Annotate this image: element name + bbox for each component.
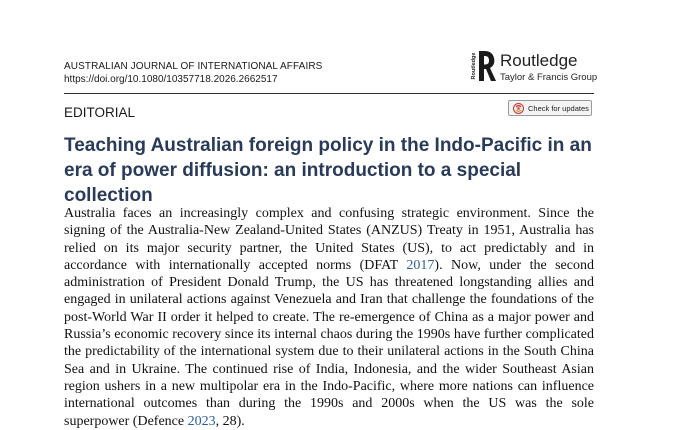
publisher-branding bbox=[470, 48, 600, 84]
citation-link-dfat[interactable]: 2017 bbox=[406, 257, 435, 273]
header-divider bbox=[64, 93, 594, 94]
journal-name: AUSTRALIAN JOURNAL OF INTERNATIONAL AFFAIRS bbox=[64, 61, 323, 72]
check-for-updates-button[interactable] bbox=[508, 100, 592, 116]
body-text-segment-3: , 28). bbox=[215, 413, 245, 429]
publisher-vertical-text: Routledge bbox=[471, 52, 477, 80]
check-for-updates-icon bbox=[513, 103, 524, 114]
body-paragraph bbox=[64, 205, 594, 430]
body-text-segment-1: Australia faces an increasingly complex and confusing strategic environment. Since the signing of the Australia-New Zealand-United States (ANZUS) Treaty in 1951, Australia has relied on its major security partner, the United States (US), to act predictably and in accordance with internationally accepted norms (DFAT bbox=[64, 206, 594, 273]
routledge-r-logo-icon bbox=[470, 48, 496, 84]
doi-link[interactable]: https://doi.org/10.1080/10357718.2026.2662517 bbox=[64, 74, 278, 85]
body-text-segment-2: ). Now, under the second administration of President Donald Trump, the US has threatened longstanding allies and engaged in unilateral actions against Venezuela and Iran that challenge the foundations of the post-World War II order it helped to create. The re-emergence of China as a major power and Russia’s economic recovery since its internal chaos during the 1990s have further complicated the predictability of the international system due to their unilateral actions in the South China Sea and in Ukraine. The continued rise of India, Indonesia, and the wider Southeast Asian region ushers in a new multipolar era in the Indo-Pacific, where more nations can influence international outcomes than during the 1990s and 2000s when the US was the sole superpower (Defence bbox=[64, 257, 594, 429]
publisher-subtitle: Taylor & Francis Group bbox=[500, 72, 598, 83]
check-for-updates-label: Check for updates bbox=[528, 103, 589, 113]
article-title: Teaching Australian foreign policy in the Indo-Pacific in an era of power diffusion: an introduction to a special collection bbox=[64, 135, 592, 206]
section-label: EDITORIAL bbox=[64, 105, 136, 120]
citation-link-defence[interactable]: 2023 bbox=[187, 413, 216, 429]
publisher-name: Routledge bbox=[500, 51, 578, 70]
